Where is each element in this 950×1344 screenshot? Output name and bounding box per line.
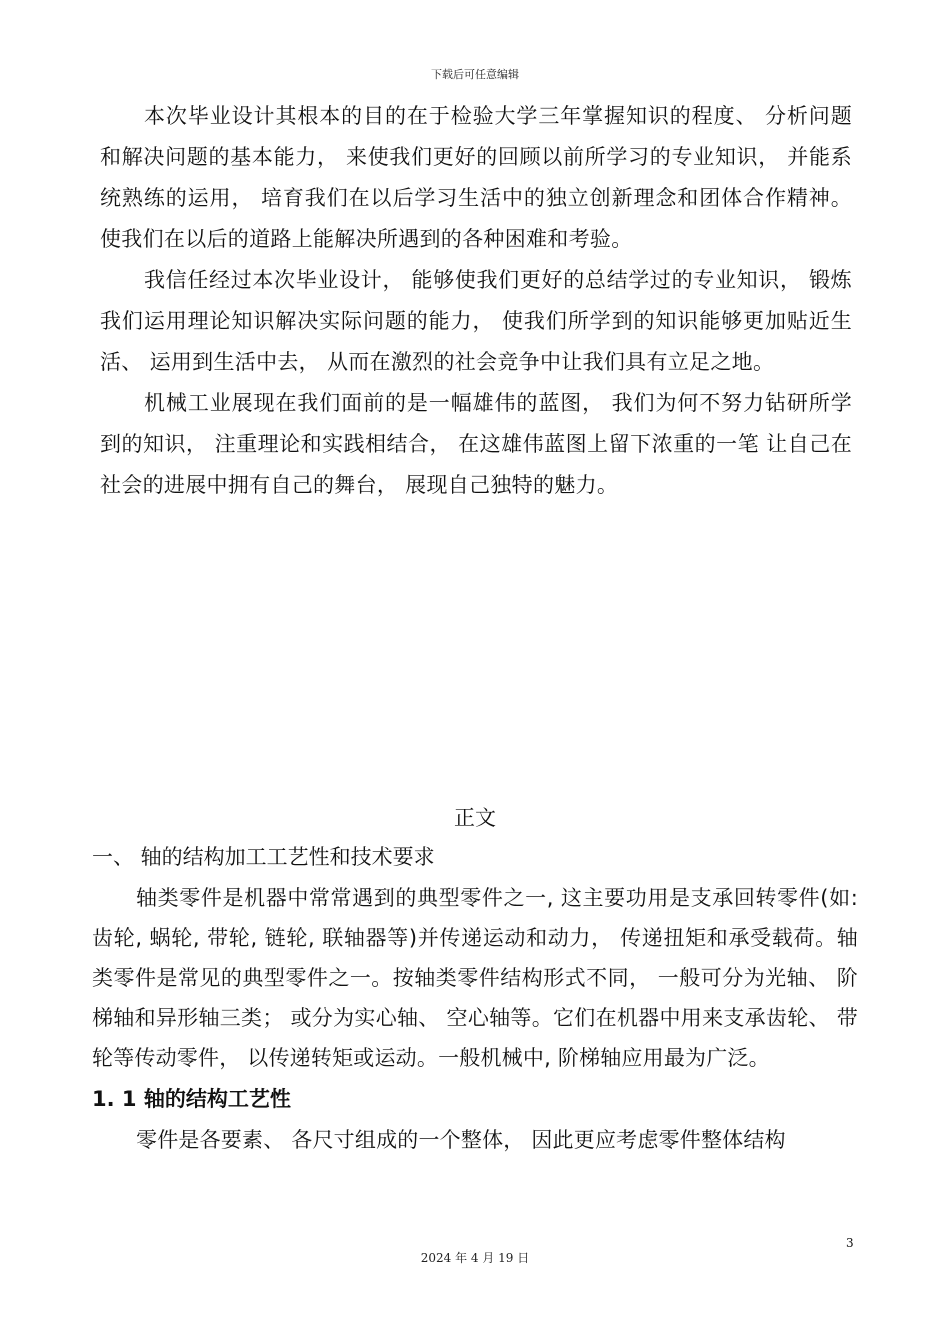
subsection-heading: 1. 1 轴的结构工艺性 xyxy=(92,1087,291,1111)
page-header: 下载后可任意编辑 xyxy=(431,68,519,81)
section-heading: 一、 轴的结构加工工艺性和技术要求 xyxy=(92,845,435,869)
subsection-paragraph: 零件是各要素、 各尺寸组成的一个整体， 因此更应考虑零件整体结构 xyxy=(136,1128,786,1152)
intro-section xyxy=(100,96,852,506)
intro-paragraph-3: 机械工业展现在我们面前的是一幅雄伟的蓝图， 我们为何不努力钻研所学到的知识， 注重理论和实践相结合， 在这雄伟蓝图上留下浓重的一笔 让自己在社会的进展中拥有自己的舞台， 展现自己独特的魅力。 xyxy=(100,391,852,497)
main-title: 正文 xyxy=(454,806,496,830)
section-paragraph: 轴类零件是机器中常常遇到的典型零件之一, 这主要功用是支承回转零件(如: 齿轮, 蜗轮, 带轮, 链轮, 联轴器等)并传递运动和动力， 传递扭矩和承受载荷。轴类零件是常见的典型零件之一。按轴类零件结构形式不同， 一般可分为光轴、 阶梯轴和异形轴三类； 或分为实心轴、 空心轴等。它们在机器中用来支承齿轮、 带轮等传动零件， 以传递转矩或运动。一般机械中, 阶梯轴应用最为广泛。 xyxy=(92,886,858,1070)
intro-paragraph-2: 我信任经过本次毕业设计， 能够使我们更好的总结学过的专业知识， 锻炼我们运用理论知识解决实际问题的能力， 使我们所学到的知识能够更加贴近生活、 运用到生活中去， 从而在激烈的社会竞争中让我们具有立足之地。 xyxy=(100,268,852,374)
page-number: 3 xyxy=(846,1236,854,1250)
main-section xyxy=(92,800,858,1160)
intro-paragraph-1: 本次毕业设计其根本的目的在于检验大学三年掌握知识的程度、 分析问题和解决问题的基本能力， 来使我们更好的回顾以前所学习的专业知识， 并能系统熟练的运用， 培育我们在以后学习生活中的独立创新理念和团体合作精神。使我们在以后的道路上能解决所遇到的各种困难和考验。 xyxy=(100,104,852,251)
page-footer-date: 2024 年 4 月 19 日 xyxy=(420,1251,530,1265)
